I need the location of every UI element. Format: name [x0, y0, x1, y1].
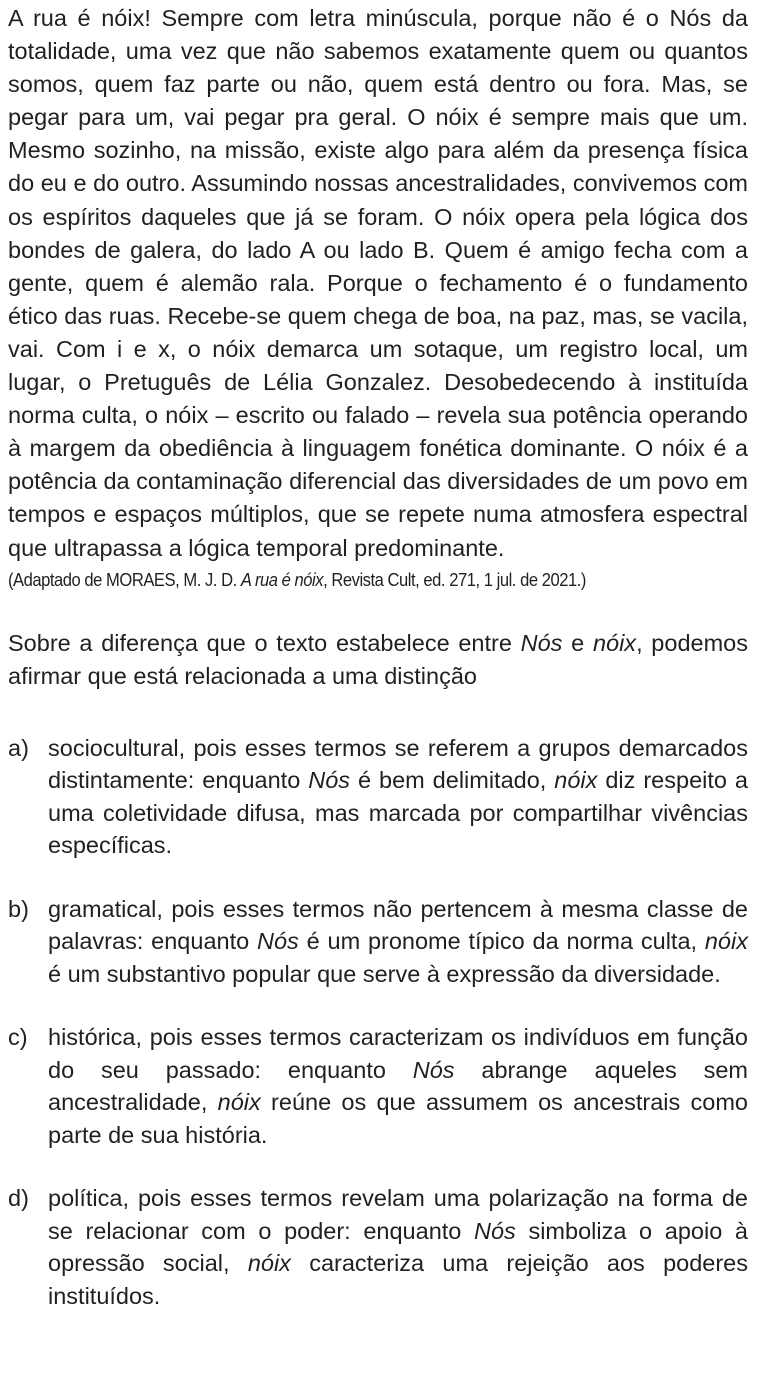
option-text-segment: histórica, pois esses termos caracterizam os indivíduos em função do seu passado: enquanto — [48, 1024, 748, 1083]
option-text-segment: diz respeito a uma coletividade difusa, mas marcada por compartilhar vivências específicas. — [48, 767, 748, 859]
option-term-nos: Nós — [474, 1217, 516, 1244]
option-term-noix: nóix — [704, 928, 748, 955]
question-text-part-1: Sobre a diferença que o texto estabelece entre — [8, 629, 521, 656]
answer-option-d[interactable] — [8, 1182, 748, 1312]
option-text-segment: é bem delimitado, — [350, 767, 555, 794]
option-text — [48, 1182, 748, 1312]
option-text — [48, 1021, 748, 1151]
question-term-nos: Nós — [520, 629, 563, 656]
option-letter: c) — [8, 1024, 28, 1051]
option-text-segment: reúne os que assumem os ancestrais como parte de sua história. — [48, 1089, 748, 1148]
citation-suffix: , Revista Cult, ed. 271, 1 jul. de 2021.) — [323, 569, 586, 590]
citation-title: A rua é nóix — [240, 569, 324, 590]
option-term-nos: Nós — [257, 928, 299, 955]
option-text-segment: política, pois esses termos revelam uma polarização na forma de se relacionar com o poder: enquanto — [48, 1185, 748, 1244]
answer-option-a[interactable] — [8, 732, 748, 862]
option-text-segment: sociocultural, pois esses termos se referem a grupos demarcados distintamente: enquanto — [48, 734, 748, 794]
answer-options — [8, 732, 748, 1313]
option-text — [48, 732, 748, 862]
answer-option-b[interactable] — [8, 893, 748, 991]
question-stem — [8, 627, 748, 694]
option-text-segment: caracteriza uma rejeição aos poderes instituídos. — [48, 1250, 748, 1309]
source-citation — [8, 567, 689, 593]
question-term-noix: nóix — [592, 629, 637, 656]
answer-option-c[interactable] — [8, 1021, 748, 1151]
option-text-segment: simboliza o apoio à opressão social, — [48, 1217, 748, 1277]
option-text-segment: gramatical, pois esses termos não pertencem à mesma classe de palavras: enquanto — [48, 895, 748, 955]
question-text-part-2: e — [562, 629, 593, 656]
option-term-noix: nóix — [554, 767, 598, 794]
option-letter: a) — [8, 734, 29, 761]
citation-prefix: (Adaptado de MORAES, M. J. D. — [8, 569, 241, 590]
option-text-segment: é um substantivo popular que serve à expressão da diversidade. — [48, 960, 721, 987]
source-passage: A rua é nóix! Sempre com letra minúscula, porque não é o Nós da totalidade, uma vez que não sabemos exatamente quem ou quantos somos, quem faz parte ou não, quem está dentro ou fora. Mas, se pegar para um, vai pegar pra geral. O nóix é sempre mais que um. Mesmo sozinho, na missão, existe algo para além da presença física do eu e do outro. Assumindo nossas ancestralidades, convivemos com os espíritos daqueles que já se foram. O nóix opera pela lógica dos bondes de galera, do lado A ou lado B. Quem é amigo fecha com a gente, quem é alemão rala. Porque o fechamento é o fundamento ético das ruas. Recebe-se quem chega de boa, na paz, mas, se vacila, vai. Com i e x, o nóix demarca um sotaque, um registro local, um lugar, o Pretuguês de Lélia Gonzalez. Desobedecendo à instituída norma culta, o nóix – escrito ou falado – revela sua potência operando à margem da obediência à linguagem fonética dominante. O nóix é a potência da contaminação diferencial das diversidades de um povo em tempos e espaços múltiplos, que se repete numa atmosfera espectral que ultrapassa a lógica temporal predominante. — [8, 5, 748, 561]
option-term-nos: Nós — [412, 1056, 455, 1083]
option-letter: d) — [8, 1185, 29, 1212]
option-term-noix: nóix — [247, 1250, 291, 1277]
option-letter: b) — [8, 895, 29, 922]
option-term-nos: Nós — [308, 767, 351, 794]
option-text-segment: abrange aqueles sem ancestralidade, — [48, 1056, 748, 1116]
question-text-part-3: , podemos afirmar que está relacionada a uma distinção — [8, 629, 748, 690]
option-text — [48, 893, 748, 991]
option-text-segment: é um pronome típico da norma culta, — [298, 928, 705, 955]
option-term-noix: nóix — [217, 1089, 261, 1116]
